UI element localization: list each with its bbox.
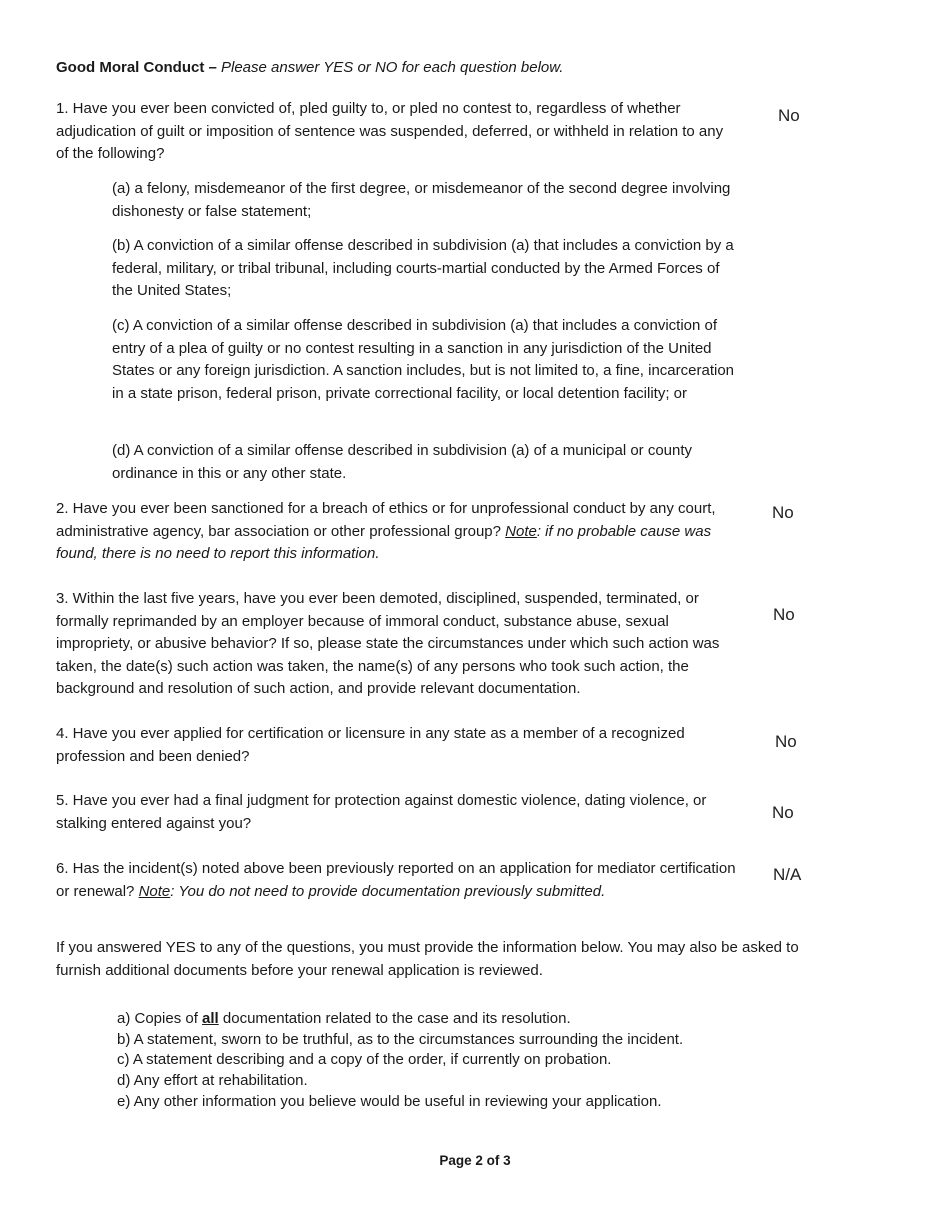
question-5-answer: No [772, 803, 794, 822]
list-item-a-prefix: a) Copies of [117, 1010, 203, 1027]
instructions-intro: If you answered YES to any of the questions, you must provide the information below. You may also be asked to furnish additional documents before your renewal application is reviewed. [56, 939, 799, 979]
section-title-instruction: Please answer YES or NO for each question below. [221, 59, 564, 76]
question-4-text: 4. Have you ever applied for certification or licensure in any state as a member of a recognized profession and been denied? [56, 725, 685, 765]
question-3-text: 3. Within the last five years, have you ever been demoted, disciplined, suspended, terminated, or formally reprimanded by an employer because of immoral conduct, substance abuse, sexual impropriety, or abusive behavior? If so, please state the circumstances under which such action was taken, the date(s) such action was taken, the name(s) of any persons who took such action, the background and resolution of such action, and provide relevant documentation. [56, 590, 720, 698]
list-item: d) Any effort at rehabilitation. [117, 1072, 308, 1090]
question-6-text [56, 858, 736, 903]
section-title-bold: Good Moral Conduct – [56, 59, 217, 76]
question-5-text: 5. Have you ever had a final judgment for protection against domestic violence, dating violence, or stalking entered against you? [56, 792, 707, 832]
question-6-note-text: : You do not need to provide documentation previously submitted. [170, 882, 606, 900]
question-4-answer: No [775, 732, 797, 751]
section-title [56, 57, 563, 79]
question-1-answer: No [778, 106, 800, 125]
question-2-body: 2. Have you ever been sanctioned for a breach of ethics or for unprofessional conduct by any court, administrative agency, bar association or other professional group? [56, 500, 716, 540]
list-item [117, 1009, 757, 1030]
question-1-subitem-d: (d) A conviction of a similar offense described in subdivision (a) of a municipal or county ordinance in this or any other state. [112, 442, 693, 482]
question-1-text: 1. Have you ever been convicted of, pled guilty to, or pled no contest to, regardless of whether adjudication of guilt or imposition of sentence was suspended, deferred, or withheld in relation to any of the following? [56, 100, 724, 163]
page-number: Page 2 of 3 [439, 1153, 511, 1168]
question-2-note-label: Note [505, 522, 537, 540]
question-1-subitem-a: (a) a felony, misdemeanor of the first degree, or misdemeanor of the second degree involving dishonesty or false statement; [112, 180, 731, 220]
question-3-answer: No [773, 605, 795, 624]
required-documents-list [117, 1009, 757, 1113]
list-item: b) A statement, sworn to be truthful, as to the circumstances surrounding the incident. [117, 1030, 684, 1048]
question-6-body: 6. Has the incident(s) noted above been previously reported on an application for mediator certification or renewal? [56, 860, 736, 900]
list-item: e) Any other information you believe would be useful in reviewing your application. [117, 1092, 662, 1110]
list-item-a-suffix: documentation related to the case and its resolution. [218, 1010, 571, 1027]
question-1-subitem-c: (c) A conviction of a similar offense described in subdivision (a) that includes a conviction of entry of a plea of guilty or no contest resulting in a sanction in any jurisdiction of the United States or any foreign jurisdiction. A sanction includes, but is not limited to, a fine, incarceration in a state prison, federal prison, private correctional facility, or local detention facility; or [112, 317, 735, 402]
question-6-answer: N/A [773, 865, 802, 884]
list-item: c) A statement describing and a copy of the order, if currently on probation. [117, 1051, 612, 1069]
question-1-subitem-b: (b) A conviction of a similar offense described in subdivision (a) that includes a conviction by a federal, military, or tribal tribunal, including courts-martial conducted by the Armed Forces of the United States; [112, 237, 734, 300]
question-2-text [56, 498, 736, 566]
question-2-note-text: : if no probable cause was found, there is no need to report this information. [56, 522, 712, 563]
question-2-answer: No [772, 503, 794, 522]
list-item-a-emphasis: all [202, 1010, 219, 1027]
question-6-note-label: Note [138, 882, 171, 900]
